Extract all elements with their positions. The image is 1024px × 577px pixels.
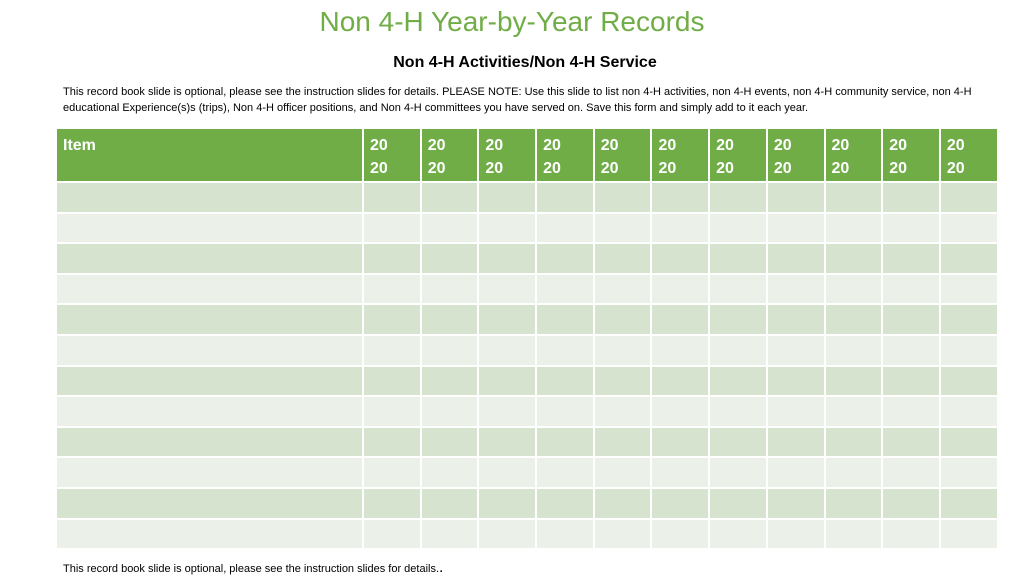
year-prefix-top: 20 — [427, 137, 446, 154]
table-row — [56, 366, 998, 397]
year-prefix-top: 20 — [658, 137, 677, 154]
item-cell[interactable] — [56, 335, 363, 366]
year-cell[interactable] — [421, 457, 479, 488]
table-row — [56, 182, 998, 213]
year-cell[interactable] — [940, 304, 998, 335]
year-cell[interactable] — [651, 304, 709, 335]
year-cell[interactable] — [767, 457, 825, 488]
year-cell[interactable] — [709, 335, 767, 366]
year-cell[interactable] — [363, 457, 421, 488]
year-cell[interactable] — [825, 488, 883, 519]
item-column-header: Item — [56, 128, 363, 182]
year-cell[interactable] — [709, 213, 767, 244]
year-cell[interactable] — [651, 396, 709, 427]
year-cell[interactable] — [882, 213, 940, 244]
item-cell[interactable] — [56, 366, 363, 397]
year-cell[interactable] — [882, 427, 940, 458]
year-cell[interactable] — [363, 427, 421, 458]
table-row — [56, 488, 998, 519]
year-cell[interactable] — [421, 335, 479, 366]
year-cell[interactable] — [882, 488, 940, 519]
year-cell[interactable] — [478, 335, 536, 366]
year-cell[interactable] — [709, 274, 767, 305]
year-cell[interactable] — [536, 335, 594, 366]
year-cell[interactable] — [940, 488, 998, 519]
year-cell[interactable] — [767, 519, 825, 550]
year-cell[interactable] — [767, 335, 825, 366]
year-cell[interactable] — [709, 457, 767, 488]
year-cell[interactable] — [882, 519, 940, 550]
table-row — [56, 335, 998, 366]
item-cell[interactable] — [56, 274, 363, 305]
year-prefix-top: 20 — [946, 137, 965, 154]
year-cell[interactable] — [709, 396, 767, 427]
year-cell[interactable] — [940, 274, 998, 305]
table-row — [56, 396, 998, 427]
year-cell[interactable] — [478, 213, 536, 244]
year-column-header — [882, 128, 940, 182]
year-cell[interactable] — [825, 274, 883, 305]
year-cell[interactable] — [421, 488, 479, 519]
year-cell[interactable] — [767, 488, 825, 519]
year-cell[interactable] — [421, 304, 479, 335]
year-cell[interactable] — [767, 366, 825, 397]
year-cell[interactable] — [363, 335, 421, 366]
year-cell[interactable] — [940, 335, 998, 366]
year-cell[interactable] — [536, 366, 594, 397]
footer-note — [63, 559, 443, 577]
year-prefix-bottom: 20 — [716, 160, 734, 177]
year-cell[interactable] — [478, 304, 536, 335]
year-cell[interactable] — [651, 182, 709, 213]
year-cell[interactable] — [363, 488, 421, 519]
year-cell[interactable] — [536, 396, 594, 427]
year-cell[interactable] — [478, 457, 536, 488]
year-cell[interactable] — [536, 304, 594, 335]
year-cell[interactable] — [421, 213, 479, 244]
year-cell[interactable] — [767, 274, 825, 305]
year-prefix-bottom: 20 — [370, 160, 388, 177]
year-cell[interactable] — [536, 488, 594, 519]
year-cell[interactable] — [594, 274, 652, 305]
records-table — [55, 127, 999, 550]
year-cell[interactable] — [536, 457, 594, 488]
year-cell[interactable] — [651, 427, 709, 458]
year-cell[interactable] — [651, 213, 709, 244]
year-cell[interactable] — [594, 182, 652, 213]
year-prefix-top: 20 — [485, 137, 504, 154]
year-cell[interactable] — [825, 243, 883, 274]
year-cell[interactable] — [825, 213, 883, 244]
item-cell[interactable] — [56, 427, 363, 458]
year-prefix-top: 20 — [773, 137, 792, 154]
year-cell[interactable] — [478, 366, 536, 397]
year-cell[interactable] — [421, 519, 479, 550]
year-cell[interactable] — [536, 182, 594, 213]
year-prefix-top: 20 — [370, 137, 388, 154]
year-cell[interactable] — [478, 519, 536, 550]
year-cell[interactable] — [651, 519, 709, 550]
year-cell[interactable] — [825, 427, 883, 458]
item-cell[interactable] — [56, 457, 363, 488]
year-cell[interactable] — [594, 427, 652, 458]
year-cell[interactable] — [767, 427, 825, 458]
year-cell[interactable] — [536, 243, 594, 274]
year-cell[interactable] — [594, 457, 652, 488]
year-cell[interactable] — [940, 396, 998, 427]
year-cell[interactable] — [536, 427, 594, 458]
year-cell[interactable] — [767, 182, 825, 213]
year-column-header — [651, 128, 709, 182]
year-cell[interactable] — [709, 182, 767, 213]
year-cell[interactable] — [594, 396, 652, 427]
year-cell[interactable] — [825, 182, 883, 213]
table-row — [56, 274, 998, 305]
year-prefix-bottom: 20 — [831, 160, 850, 177]
instructions-text: This record book slide is optional, please see the instruction slides for details. PLEASE NOTE: Use this slide to list non 4-H activities, non 4-H events, non 4-H community service, non 4-H educational Experience(s)s (trips), Non 4-H officer positions, and Non 4-H committees you have served on. Save this form and simply add to it each year. — [63, 86, 972, 114]
year-cell[interactable] — [363, 519, 421, 550]
footer-text: This record book slide is optional, please see the instruction slides for details. — [63, 563, 440, 575]
year-prefix-bottom: 20 — [889, 160, 907, 177]
year-cell[interactable] — [363, 213, 421, 244]
year-cell[interactable] — [594, 243, 652, 274]
year-cell[interactable] — [478, 427, 536, 458]
year-cell[interactable] — [825, 457, 883, 488]
year-prefix-top: 20 — [600, 137, 619, 154]
year-prefix-top: 20 — [889, 137, 907, 154]
year-cell[interactable] — [421, 274, 479, 305]
year-cell[interactable] — [882, 396, 940, 427]
year-cell[interactable] — [363, 274, 421, 305]
year-cell[interactable] — [536, 519, 594, 550]
year-cell[interactable] — [478, 396, 536, 427]
item-cell[interactable] — [56, 213, 363, 244]
year-cell[interactable] — [882, 182, 940, 213]
year-cell[interactable] — [767, 396, 825, 427]
year-cell[interactable] — [478, 488, 536, 519]
year-prefix-top: 20 — [716, 137, 734, 154]
year-cell[interactable] — [825, 304, 883, 335]
year-column-header — [536, 128, 594, 182]
item-cell[interactable] — [56, 304, 363, 335]
item-cell[interactable] — [56, 182, 363, 213]
year-prefix-top: 20 — [831, 137, 850, 154]
year-cell[interactable] — [709, 243, 767, 274]
footer-period: . — [439, 559, 444, 576]
year-cell[interactable] — [478, 243, 536, 274]
year-cell[interactable] — [825, 335, 883, 366]
year-cell[interactable] — [651, 457, 709, 488]
year-cell[interactable] — [478, 182, 536, 213]
year-cell[interactable] — [709, 488, 767, 519]
table-row — [56, 304, 998, 335]
year-cell[interactable] — [767, 243, 825, 274]
year-cell[interactable] — [767, 213, 825, 244]
year-cell[interactable] — [825, 519, 883, 550]
year-cell[interactable] — [594, 488, 652, 519]
year-prefix-bottom: 20 — [773, 160, 792, 177]
year-column-header — [825, 128, 883, 182]
year-cell[interactable] — [651, 366, 709, 397]
year-cell[interactable] — [940, 427, 998, 458]
year-cell[interactable] — [421, 396, 479, 427]
year-prefix-bottom: 20 — [600, 160, 619, 177]
item-cell[interactable] — [56, 519, 363, 550]
year-cell[interactable] — [421, 243, 479, 274]
year-cell[interactable] — [882, 335, 940, 366]
year-prefix-bottom: 20 — [427, 160, 446, 177]
page-title: Non 4-H Year-by-Year Records — [319, 6, 705, 37]
year-cell[interactable] — [594, 335, 652, 366]
year-cell[interactable] — [882, 274, 940, 305]
year-prefix-top: 20 — [543, 137, 561, 154]
year-cell[interactable] — [478, 274, 536, 305]
year-cell[interactable] — [940, 182, 998, 213]
year-cell[interactable] — [940, 366, 998, 397]
year-cell[interactable] — [536, 213, 594, 244]
table-body — [56, 182, 998, 549]
year-cell[interactable] — [594, 304, 652, 335]
year-cell[interactable] — [421, 366, 479, 397]
year-cell[interactable] — [882, 304, 940, 335]
page-subtitle: Non 4-H Activities/Non 4-H Service — [393, 54, 657, 71]
year-prefix-bottom: 20 — [543, 160, 561, 177]
year-cell[interactable] — [651, 243, 709, 274]
year-column-header — [767, 128, 825, 182]
table-row — [56, 427, 998, 458]
item-cell[interactable] — [56, 488, 363, 519]
year-cell[interactable] — [825, 366, 883, 397]
year-cell[interactable] — [651, 274, 709, 305]
year-cell[interactable] — [709, 304, 767, 335]
year-cell[interactable] — [940, 213, 998, 244]
table-row — [56, 457, 998, 488]
year-cell[interactable] — [594, 213, 652, 244]
year-cell[interactable] — [363, 182, 421, 213]
year-cell[interactable] — [421, 427, 479, 458]
year-column-header — [421, 128, 479, 182]
year-cell[interactable] — [940, 243, 998, 274]
year-cell[interactable] — [882, 366, 940, 397]
year-column-header — [594, 128, 652, 182]
year-prefix-bottom: 20 — [485, 160, 504, 177]
year-column-header — [363, 128, 421, 182]
year-cell[interactable] — [421, 182, 479, 213]
year-cell[interactable] — [594, 366, 652, 397]
year-cell[interactable] — [651, 335, 709, 366]
year-cell[interactable] — [940, 519, 998, 550]
table-row — [56, 243, 998, 274]
year-cell[interactable] — [709, 366, 767, 397]
year-cell[interactable] — [594, 519, 652, 550]
year-column-header — [709, 128, 767, 182]
year-cell[interactable] — [882, 457, 940, 488]
table-row — [56, 213, 998, 244]
year-cell[interactable] — [825, 396, 883, 427]
year-cell[interactable] — [363, 243, 421, 274]
year-cell[interactable] — [709, 519, 767, 550]
year-column-header — [940, 128, 998, 182]
table-header-row — [56, 128, 998, 182]
year-cell[interactable] — [536, 274, 594, 305]
year-cell[interactable] — [363, 396, 421, 427]
year-prefix-bottom: 20 — [946, 160, 965, 177]
year-cell[interactable] — [882, 243, 940, 274]
table-row — [56, 519, 998, 550]
year-cell[interactable] — [767, 304, 825, 335]
year-cell[interactable] — [363, 304, 421, 335]
item-cell[interactable] — [56, 396, 363, 427]
year-cell[interactable] — [651, 488, 709, 519]
year-column-header — [478, 128, 536, 182]
year-cell[interactable] — [363, 366, 421, 397]
year-cell[interactable] — [709, 427, 767, 458]
year-cell[interactable] — [940, 457, 998, 488]
item-cell[interactable] — [56, 243, 363, 274]
year-prefix-bottom: 20 — [658, 160, 677, 177]
